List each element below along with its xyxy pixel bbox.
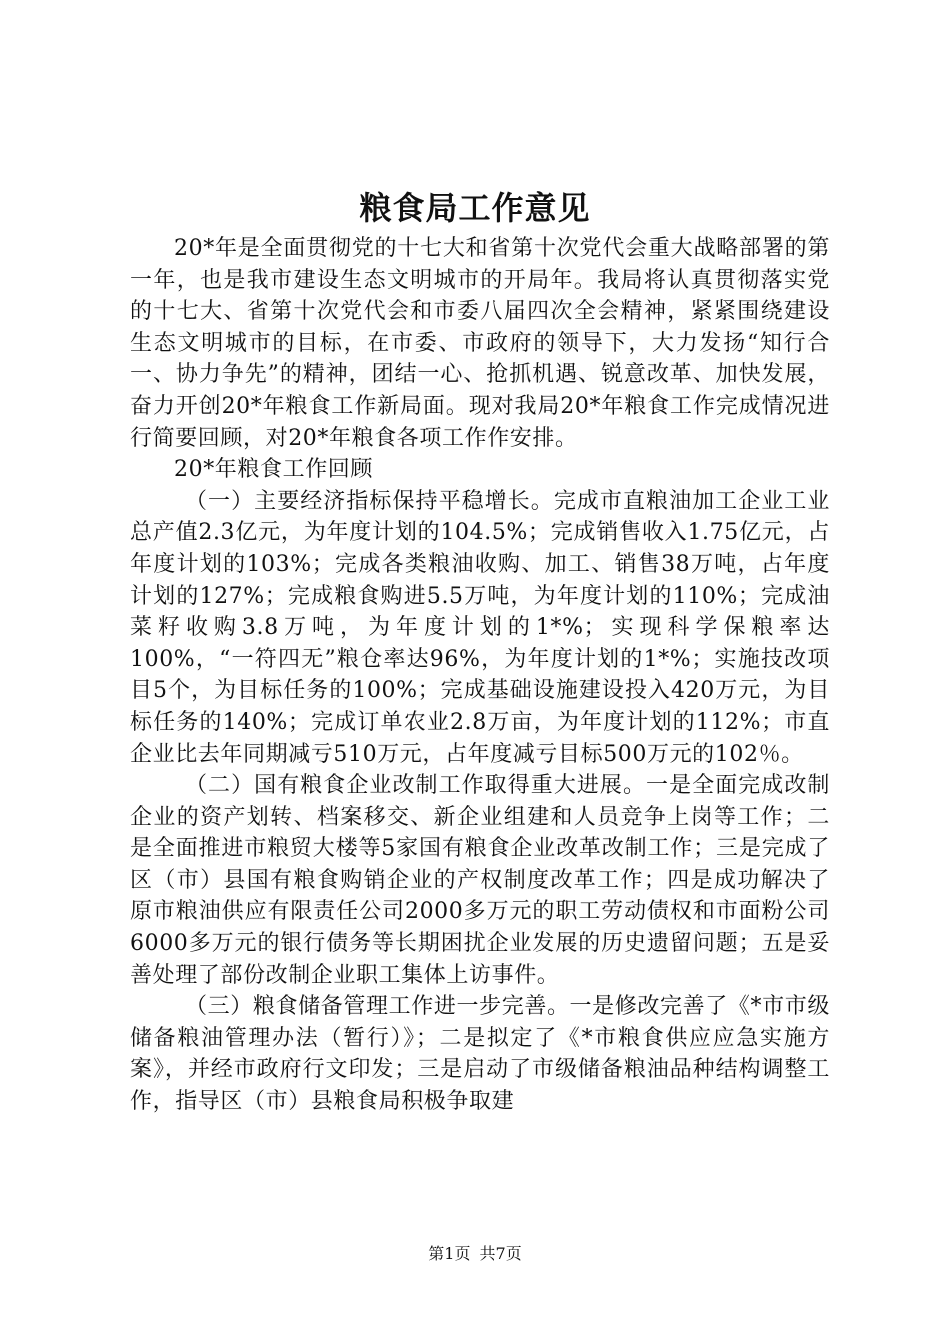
intro-paragraph: 20*年是全面贯彻党的十七大和省第十次党代会重大战略部署的第一年，也是我市建设生态文明城市的开局年。我局将认真贯彻落实党的十七大、省第十次党代会和市委八届四次全会精神，紧紧围绕建设生态文明城市的目标，在市委、市政府的领导下，大力发扬“知行合一、协力争先”的精神，团结一心、抢抓机遇、锐意改革、加快发展，奋力开创20*年粮食工作新局面。现对我局20*年粮食工作完成情况进行简要回顾，对20*年粮食各项工作作安排。: [130, 236, 830, 451]
page-total: 共7页: [479, 1244, 522, 1263]
paragraph-grain-reserve: （三）粮食储备管理工作进一步完善。一是修改完善了《*市市级储备粮油管理办法（暂行）》；二是拟定了《*市粮食供应应急实施方案》，并经市政府行文印发；三是启动了市级储备粮油品种结构调整工作，指导区（市）县粮食局积极争取建: [130, 994, 830, 1115]
document-title: 粮食局工作意见: [359, 189, 591, 227]
page-number: 第1页: [428, 1244, 471, 1263]
section-heading-review: 20*年粮食工作回顾: [174, 457, 373, 483]
paragraph-economic-indicators: （一）主要经济指标保持平稳增长。完成市直粮油加工企业工业总产值2.3亿元，为年度计划的104.5%；完成销售收入1.75亿元，占年度计划的103%；完成各类粮油收购、加工、销售38万吨，占年度计划的127%；完成粮食购进5.5万吨，为年度计划的110%；完成油菜籽收购3.8万吨，为年度计划的1*%；实现科学保粮率达100%，“一符四无”粮仓率达96%，为年度计划的1*%；实施技改项目5个，为目标任务的100%；完成基础设施建设投入420万元，为目标任务的140%；完成订单农业2.8万亩，为年度计划的112%；市直企业比去年同期减亏510万元，占年度减亏目标500万元的102％。: [130, 488, 830, 767]
document-body: [130, 233, 830, 1118]
page-footer: [0, 1243, 950, 1265]
paragraph-enterprise-reform: （二）国有粮食企业改制工作取得重大进展。一是全面完成改制企业的资产划转、档案移交、新企业组建和人员竞争上岗等工作；二是全面推进市粮贸大楼等5家国有粮食企业改革改制工作；三是完成了区（市）县国有粮食购销企业的产权制度改革工作；四是成功解决了原市粮油供应有限责任公司2000多万元的职工劳动债权和市面粉公司6000多万元的银行债务等长期困扰企业发展的历史遗留问题；五是妥善处理了部份改制企业职工集体上访事件。: [130, 773, 830, 988]
